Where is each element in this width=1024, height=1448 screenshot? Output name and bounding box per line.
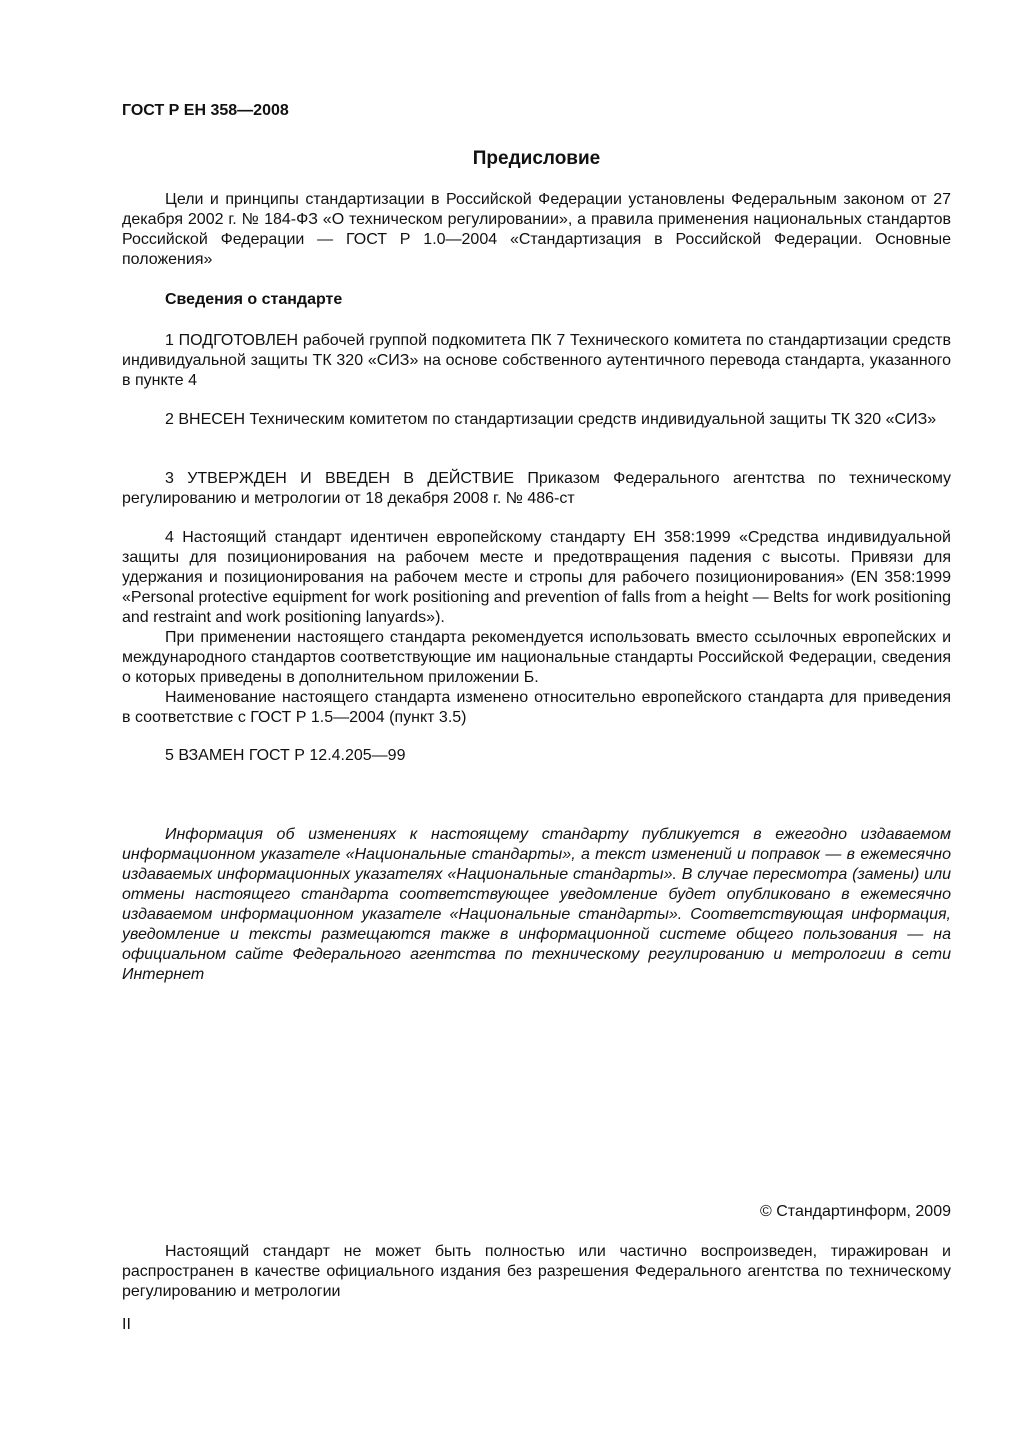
item-4-paragraph-1: 4 Настоящий стандарт идентичен европейскому стандарту ЕН 358:1999 «Средства индивидуальной защиты для позиционирования на рабочем месте и предотвращения падения с высоты. Привязи для удержания и позиционирования на рабочем месте и стропы для рабочего позиционирования» (EN 358:1999 «Personal protective equipment for work positioning and prevention of falls from a height — Belts for work positioning and restraint and work positioning lanyards»). xyxy=(122,529,951,626)
copyright-line: © Стандартинформ, 2009 xyxy=(760,1203,951,1220)
reproduction-notice xyxy=(122,1242,951,1302)
info-notice-text: Информация об изменениях к настоящему стандарту публикуется в ежегодно издаваемом информационном указателе «Национальные стандарты», а текст изменений и поправок — в ежемесячно издаваемых информационных указателях «Национальные стандарты». В случае пересмотра (замены) или отмены настоящего стандарта соответствующее уведомление будет опубликовано в ежемесячно издаваемом информационном указателе «Национальные стандарты». Соответствующая информация, уведомление и тексты размещаются также в информационной системе общего пользования — на официальном сайте Федерального агентства по техническому регулированию и метрологии в сети Интернет xyxy=(122,826,951,983)
document-code: ГОСТ Р ЕН 358—2008 xyxy=(122,102,289,119)
item-1-text: 1 ПОДГОТОВЛЕН рабочей группой подкомитета ПК 7 Технического комитета по стандартизации средств индивидуальной защиты ТК 320 «СИЗ» на основе собственного аутентичного перевода стандарта, указанного в пункте 4 xyxy=(122,332,951,389)
item-3 xyxy=(122,469,951,509)
item-4-paragraph-2: При применении настоящего стандарта рекомендуется использовать вместо ссылочных европейских и международного стандартов соответствующие им национальные стандарты Российской Федерации, сведения о которых приведены в дополнительном приложении Б. xyxy=(122,629,951,686)
item-5 xyxy=(122,746,951,766)
item-1 xyxy=(122,331,951,391)
page-number: II xyxy=(122,1316,131,1333)
item-2-text: 2 ВНЕСЕН Техническим комитетом по стандартизации средств индивидуальной защиты ТК 320 «СИЗ» xyxy=(165,411,937,428)
item-4 xyxy=(122,528,951,728)
document-page xyxy=(122,0,951,1448)
info-notice xyxy=(122,825,951,985)
item-4-paragraph-3: Наименование настоящего стандарта изменено относительно европейского стандарта для приведения в соответствие с ГОСТ Р 1.5—2004 (пункт 3.5) xyxy=(122,689,951,726)
item-5-text: 5 ВЗАМЕН ГОСТ Р 12.4.205—99 xyxy=(165,747,406,764)
page-title: Предисловие xyxy=(472,148,601,169)
item-2 xyxy=(122,410,951,430)
section-heading: Сведения о стандарте xyxy=(165,291,343,308)
intro-text: Цели и принципы стандартизации в Российской Федерации установлены Федеральным законом от 27 декабря 2002 г. № 184-ФЗ «О техническом регулировании», а правила применения национальных стандартов Российской Федерации — ГОСТ Р 1.0—2004 «Стандартизация в Российской Федерации. Основные положения» xyxy=(122,191,951,268)
intro-paragraph xyxy=(122,190,951,270)
reproduction-notice-text: Настоящий стандарт не может быть полностью или частично воспроизведен, тиражирован и распространен в качестве официального издания без разрешения Федерального агентства по техническому регулированию и метрологии xyxy=(122,1243,951,1300)
item-3-text: 3 УТВЕРЖДЕН И ВВЕДЕН В ДЕЙСТВИЕ Приказом Федерального агентства по техническому регулированию и метрологии от 18 декабря 2008 г. № 486-ст xyxy=(122,470,951,507)
